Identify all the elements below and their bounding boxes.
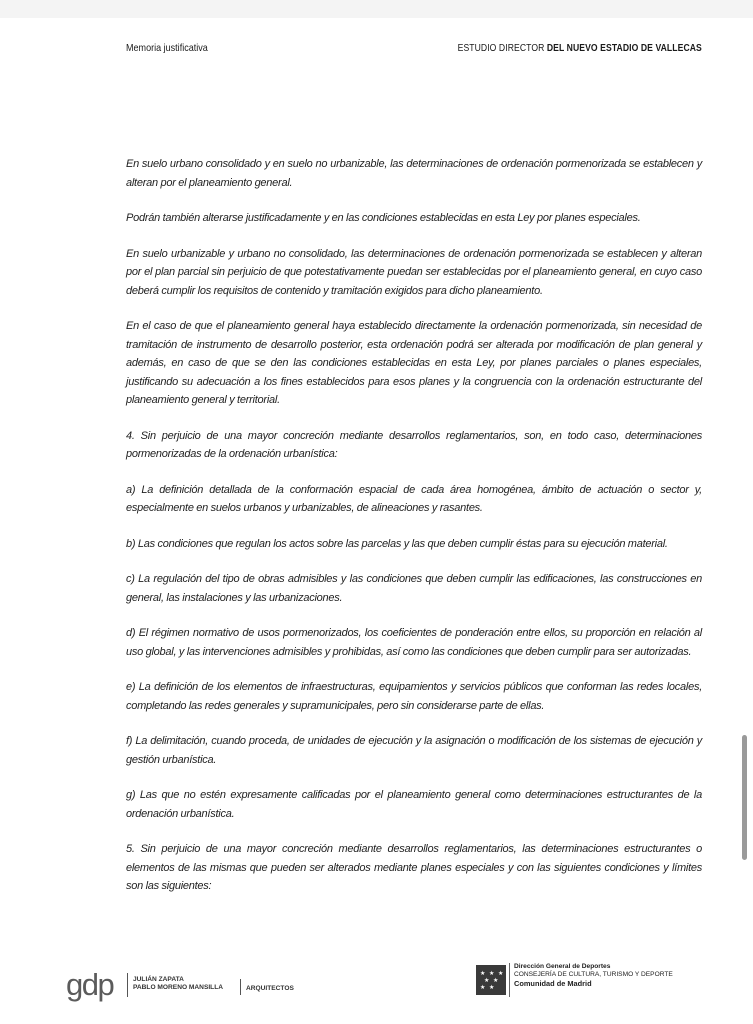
paragraph: 5. Sin perjuicio de una mayor concreción mediante desarrollos reglamentarios, las determinaciones estructurantes o elementos de las mismas que pueden ser alterados mediante planes especiales y con las siguientes condiciones y límites son las siguientes: bbox=[126, 843, 702, 892]
paragraph: c) La regulación del tipo de obras admisibles y las condiciones que deben cumplir las edificaciones, las construcciones en general, las instalaciones y las urbanizaciones. bbox=[126, 573, 702, 604]
header-document-title-bold: DEL NUEVO ESTADIO DE VALLECAS bbox=[547, 42, 702, 54]
institution-directorate: Dirección General de Deportes bbox=[514, 963, 611, 970]
architect-name-1: JULIÁN ZAPATA bbox=[133, 976, 184, 983]
architects-names bbox=[133, 976, 223, 992]
architect-name-2: PABLO MORENO MANSILLA bbox=[133, 984, 223, 991]
page-footer bbox=[0, 955, 753, 1015]
paragraph: f) La delimitación, cuando proceda, de unidades de ejecución y la asignación o modificación de los sistemas de ejecución y gestión urbanística. bbox=[126, 735, 702, 766]
paragraph: En suelo urbanizable y urbano no consolidado, las determinaciones de ordenación pormenorizada se establecen y alteran por el plan parcial sin perjuicio de que potestativamente puedan ser establecidas por el planeamiento general, en cuyo caso deberá cumplir los requisitos de contenido y tramitación exigidos para dicho planeamiento. bbox=[126, 247, 702, 297]
institution-ministry: CONSEJERÍA DE CULTURA, TURISMO Y DEPORTE bbox=[514, 971, 673, 979]
paragraph: b) Las condiciones que regulan los actos sobre las parcelas y las que deben cumplir éstas para su ejecución material. bbox=[126, 537, 668, 550]
scrollbar-thumb[interactable] bbox=[742, 735, 747, 860]
paragraph: e) La definición de los elementos de infraestructuras, equipamientos y servicios públicos que conforman las redes locales, completando las redes generales y supramunicipales, pero sin considerarse parte de ellas. bbox=[126, 681, 702, 712]
paragraph: Podrán también alterarse justificadamente y en las condiciones establecidas en esta Ley por planes especiales. bbox=[126, 212, 641, 224]
header-document-title-regular: ESTUDIO DIRECTOR bbox=[457, 42, 548, 54]
institution-name: Comunidad de Madrid bbox=[514, 978, 592, 988]
document-body bbox=[126, 155, 702, 913]
paragraph: 4. Sin perjuicio de una mayor concreción mediante desarrollos reglamentarios, son, en todo caso, determinaciones pormenorizadas de la ordenación urbanística: bbox=[126, 429, 702, 460]
page-header bbox=[126, 42, 702, 58]
paragraph: d) El régimen normativo de usos pormenorizados, los coeficientes de ponderación entre ellos, su proporción en relación al uso global, y las intervenciones admisibles y prohibidas, así como las condiciones que deben cumplir para ser autorizadas. bbox=[126, 627, 702, 658]
comunidad-madrid-flag-icon: ★ ★ ★ ★ ★ ★ ★ bbox=[476, 965, 506, 995]
institution-block bbox=[514, 963, 673, 988]
paragraph: En el caso de que el planeamiento general haya establecido directamente la ordenación pormenorizada, sin necesidad de tramitación de instrumento de desarrollo posterior, esta ordenación podrá ser alterada por modificación de plan general y además, en caso de que se den las condiciones establecidas en esta Ley, por planes parciales o planes especiales, justificando su adecuación a los fines establecidos para esos planes y la congruencia con la ordenación estructurante del planeamiento general y territorial. bbox=[126, 320, 702, 406]
top-strip bbox=[0, 0, 753, 18]
logo-divider bbox=[127, 973, 128, 997]
architects-label: ARQUITECTOS bbox=[246, 985, 294, 992]
institution-divider bbox=[509, 963, 510, 997]
gdp-logo: gdp bbox=[66, 967, 114, 1002]
logo-divider bbox=[240, 979, 241, 995]
header-section-title: Memoria justificativa bbox=[126, 42, 208, 54]
paragraph: g) Las que no estén expresamente calificadas por el planeamiento general como determinaciones estructurantes de la ordenación urbanística. bbox=[126, 789, 702, 820]
paragraph: En suelo urbano consolidado y en suelo no urbanizable, las determinaciones de ordenación pormenorizada se establecen y alteran por el planeamiento general. bbox=[126, 158, 702, 189]
paragraph: a) La definición detallada de la conformación espacial de cada área homogénea, ámbito de actuación o sector y, especialmente en suelos urbanos y urbanizables, de alineaciones y rasantes. bbox=[126, 483, 702, 514]
header-document-title bbox=[458, 42, 702, 54]
